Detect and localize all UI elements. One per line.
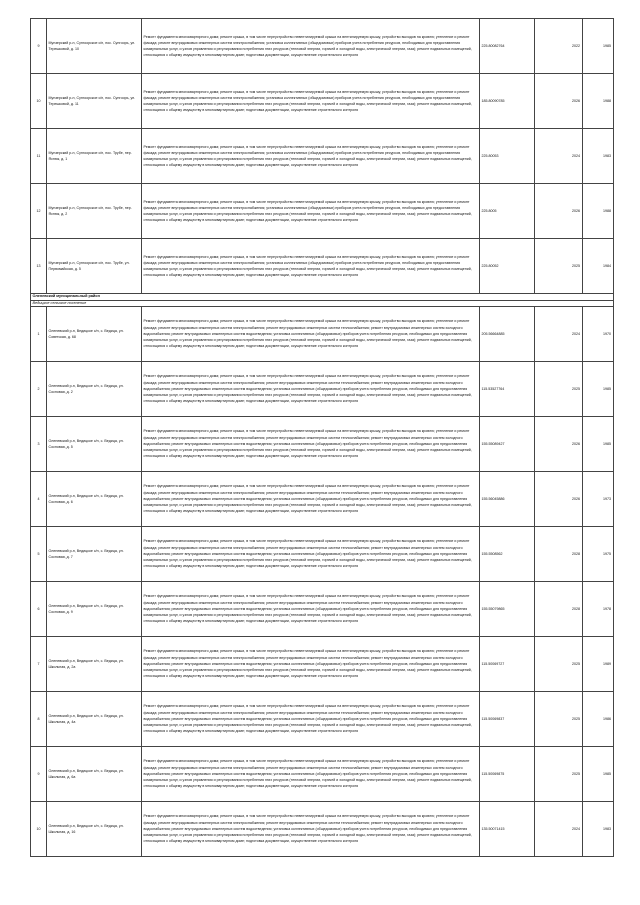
build-year: 1985: [583, 362, 614, 417]
works-description: Ремонт фундамента многоквартирного дома; ремонт крыши, в том числе переустройство невентилируемой крыши на вентилируемую крышу, устройство выходов на кровлю; утепление и ремонт фасада; ремонт внутридомовых инженерных систем электроснабжения; ремонт внутридомовых инженерных систем теплоснабжения; ремонт внутридомовых инженерных систем холодного водоснабжения; ремонт внутридомовых инженерных систем водоотведения; установка коллективных (общедомовых) приборов учета потребления ресурсов, необходимых для предоставления коммунальных услуг, и узлов управления и регулирования потребления этих ресурсов (тепловой энергии, горячей и холодной воды, электрической энергии, газа); ремонт подвальных помещений, относящихся к общему имуществу в многоквартирном доме; подготовка документации, осуществление строительного контроля: [142, 362, 480, 417]
plan-year: 2025: [535, 637, 583, 692]
plan-year: 2026: [535, 472, 583, 527]
build-year: 1989: [583, 637, 614, 692]
cost-value: 115.50069875: [480, 747, 535, 802]
works-description: Ремонт фундамента многоквартирного дома; ремонт крыши, в том числе переустройство невентилируемой крыши на вентилируемую крышу, устройство выходов на кровлю; утепление и ремонт фасада; ремонт внутридомовых инженерных систем электроснабжения; ремонт внутридомовых инженерных систем теплоснабжения; ремонт внутридомовых инженерных систем холодного водоснабжения; ремонт внутридомовых инженерных систем водоотведения; установка коллективных (общедомовых) приборов учета потребления ресурсов, необходимых для предоставления коммунальных услуг, и узлов управления и регулирования потребления этих ресурсов (тепловой энергии, горячей и холодной воды, электрической энергии, газа); ремонт подвальных помещений, относящихся к общему имуществу в многоквартирном доме; подготовка документации, осуществление строительного контроля: [142, 747, 480, 802]
cost-value: 115.53527764: [480, 362, 535, 417]
table-body: [31, 19, 614, 857]
build-year: 1983: [583, 802, 614, 857]
row-number: 6: [31, 582, 47, 637]
works-description: Ремонт фундамента многоквартирного дома; ремонт крыши, в том числе переустройство невентилируемой крыши на вентилируемую крышу, устройство выходов на кровлю; утепление и ремонт фасада; ремонт внутридомовых инженерных систем электроснабжения; установка коллективных (общедомовых) приборов учета потребления ресурсов, необходимых для предоставления коммунальных услуг, и узлов управления и регулирования потребления этих ресурсов (тепловой энергии, горячей и холодной воды, электрической энергии, газа); ремонт подвальных помещений, относящихся к общему имуществу в многоквартирном доме; подготовка документации, осуществление строительного контроля: [142, 129, 480, 184]
cost-value: 185.80090785: [480, 74, 535, 129]
plan-year: 2028: [535, 582, 583, 637]
build-year: 1978: [583, 582, 614, 637]
row-number: 10: [31, 802, 47, 857]
house-address: Оленевский р-н, Ведицкое с/п, с. Ведица, ул. Школьная, д. 2а: [47, 637, 142, 692]
works-description: Ремонт фундамента многоквартирного дома; ремонт крыши, в том числе переустройство невентилируемой крыши на вентилируемую крышу, устройство выходов на кровлю; утепление и ремонт фасада; ремонт внутридомовых инженерных систем электроснабжения; установка коллективных (общедомовых) приборов учета потребления ресурсов, необходимых для предоставления коммунальных услуг, и узлов управления и регулирования потребления этих ресурсов (тепловой энергии, горячей и холодной воды, электрической энергии, газа); ремонт подвальных помещений, относящихся к общему имуществу в многоквартирном доме; подготовка документации, осуществление строительного контроля: [142, 19, 480, 74]
works-description: Ремонт фундамента многоквартирного дома; ремонт крыши, в том числе переустройство невентилируемой крыши на вентилируемую крышу, устройство выходов на кровлю; утепление и ремонт фасада; ремонт внутридомовых инженерных систем электроснабжения; установка коллективных (общедомовых) приборов учета потребления ресурсов, необходимых для предоставления коммунальных услуг, и узлов управления и регулирования потребления этих ресурсов (тепловой энергии, горячей и холодной воды, электрической энергии, газа); ремонт подвальных помещений, относящихся к общему имуществу в многоквартирном доме; подготовка документации, осуществление строительного контроля: [142, 74, 480, 129]
table-row: [31, 692, 614, 747]
row-number: 10: [31, 74, 47, 129]
build-year: 1973: [583, 472, 614, 527]
table-row: [31, 239, 614, 294]
works-description: Ремонт фундамента многоквартирного дома; ремонт крыши, в том числе переустройство невентилируемой крыши на вентилируемую крышу, устройство выходов на кровлю; утепление и ремонт фасада; ремонт внутридомовых инженерных систем электроснабжения; установка коллективных (общедомовых) приборов учета потребления ресурсов, необходимых для предоставления коммунальных услуг, и узлов управления и регулирования потребления этих ресурсов (тепловой энергии, горячей и холодной воды, электрической энергии, газа); ремонт подвальных помещений, относящихся к общему имуществу в многоквартирном доме; подготовка документации, осуществление строительного контроля: [142, 184, 480, 239]
table-row: [31, 472, 614, 527]
table-row: [31, 637, 614, 692]
table-row: [31, 802, 614, 857]
house-address: Мунзерский р-н, Сунгоорское с/п, пос. Трубе, пер. Яснюк, д. 1: [47, 129, 142, 184]
row-number: 9: [31, 747, 47, 802]
plan-year: 2025: [535, 362, 583, 417]
house-address: Мунзерский р-н, Сунгоорское с/п, пос. Трубе, ул. Первомайская, д. 5: [47, 239, 142, 294]
row-number: 13: [31, 239, 47, 294]
cost-value: 225.80082764: [480, 19, 535, 74]
house-address: Оленевский р-н, Ведицкое с/п, с. Ведица, ул. Сосновая, д. 5: [47, 417, 142, 472]
cost-value: 225.80052: [480, 239, 535, 294]
table-row: [31, 19, 614, 74]
plan-year: 2026: [535, 74, 583, 129]
plan-year: 2026: [535, 417, 583, 472]
cost-value: 205.56664885: [480, 307, 535, 362]
table-row: [31, 184, 614, 239]
house-address: Мунзерский р-н, Сунгоорское с/п, пос. Сунгоорь, ул. Терешковой, д. 11: [47, 74, 142, 129]
plan-year: 2028: [535, 527, 583, 582]
works-description: Ремонт фундамента многоквартирного дома; ремонт крыши, в том числе переустройство невентилируемой крыши на вентилируемую крышу, устройство выходов на кровлю; утепление и ремонт фасада; ремонт внутридомовых инженерных систем электроснабжения; ремонт внутридомовых инженерных систем теплоснабжения; ремонт внутридомовых инженерных систем холодного водоснабжения; ремонт внутридомовых инженерных систем водоотведения; установка коллективных (общедомовых) приборов учета потребления ресурсов, необходимых для предоставления коммунальных услуг, и узлов управления и регулирования потребления этих ресурсов (тепловой энергии, горячей и холодной воды, электрической энергии, газа); ремонт подвальных помещений, относящихся к общему имуществу в многоквартирном доме; подготовка документации, осуществление строительного контроля: [142, 802, 480, 857]
table-row: [31, 747, 614, 802]
repair-program-table: [30, 18, 614, 857]
house-address: Мунзерский р-н, Сунгоорское с/п, пос. Трубе, пер. Яснюк, д. 2: [47, 184, 142, 239]
table-row: [31, 362, 614, 417]
plan-year: 2025: [535, 239, 583, 294]
build-year: 1985: [583, 417, 614, 472]
table-row: [31, 417, 614, 472]
table-row: [31, 527, 614, 582]
cost-value: 155.5508562: [480, 527, 535, 582]
table-row: [31, 582, 614, 637]
row-number: 1: [31, 307, 47, 362]
build-year: 1970: [583, 307, 614, 362]
house-address: Оленевский р-н, Ведицкое с/п, с. Ведица, ул. Школьная, д. 16: [47, 802, 142, 857]
house-address: Мунзерский р-н, Сунгоорское с/п, пос. Сунгоорь, ул. Терешковой, д. 10: [47, 19, 142, 74]
table-row: [31, 307, 614, 362]
works-description: Ремонт фундамента многоквартирного дома; ремонт крыши, в том числе переустройство невентилируемой крыши на вентилируемую крышу, устройство выходов на кровлю; утепление и ремонт фасада; ремонт внутридомовых инженерных систем электроснабжения; ремонт внутридомовых инженерных систем теплоснабжения; ремонт внутридомовых инженерных систем холодного водоснабжения; ремонт внутридомовых инженерных систем водоотведения; установка коллективных (общедомовых) приборов учета потребления ресурсов, необходимых для предоставления коммунальных услуг, и узлов управления и регулирования потребления этих ресурсов (тепловой энергии, горячей и холодной воды, электрической энергии, газа); ремонт подвальных помещений, относящихся к общему имуществу в многоквартирном доме; подготовка документации, осуществление строительного контроля: [142, 417, 480, 472]
build-year: 1984: [583, 239, 614, 294]
plan-year: 2024: [535, 129, 583, 184]
cost-value: 115.50069727: [480, 637, 535, 692]
cost-value: 225.8005: [480, 184, 535, 239]
house-address: Оленевский р-н, Ведицкое с/п, с. Ведица, ул. Советская, д. 68: [47, 307, 142, 362]
cost-value: 135.50071415: [480, 802, 535, 857]
row-number: 9: [31, 19, 47, 74]
works-description: Ремонт фундамента многоквартирного дома; ремонт крыши, в том числе переустройство невентилируемой крыши на вентилируемую крышу, устройство выходов на кровлю; утепление и ремонт фасада; ремонт внутридомовых инженерных систем электроснабжения; ремонт внутридомовых инженерных систем теплоснабжения; ремонт внутридомовых инженерных систем холодного водоснабжения; ремонт внутридомовых инженерных систем водоотведения; установка коллективных (общедомовых) приборов учета потребления ресурсов, необходимых для предоставления коммунальных услуг, и узлов управления и регулирования потребления этих ресурсов (тепловой энергии, горячей и холодной воды, электрической энергии, газа); ремонт подвальных помещений, относящихся к общему имуществу в многоквартирном доме; подготовка документации, осуществление строительного контроля: [142, 307, 480, 362]
row-number: 2: [31, 362, 47, 417]
house-address: Оленевский р-н, Ведицкое с/п, с. Ведица, ул. Сосновая, д. 9: [47, 582, 142, 637]
section-header: Оленевский муниципальный район: [31, 294, 614, 301]
works-description: Ремонт фундамента многоквартирного дома; ремонт крыши, в том числе переустройство невентилируемой крыши на вентилируемую крышу, устройство выходов на кровлю; утепление и ремонт фасада; ремонт внутридомовых инженерных систем электроснабжения; ремонт внутридомовых инженерных систем теплоснабжения; ремонт внутридомовых инженерных систем холодного водоснабжения; ремонт внутридомовых инженерных систем водоотведения; установка коллективных (общедомовых) приборов учета потребления ресурсов, необходимых для предоставления коммунальных услуг, и узлов управления и регулирования потребления этих ресурсов (тепловой энергии, горячей и холодной воды, электрической энергии, газа); ремонт подвальных помещений, относящихся к общему имуществу в многоквартирном доме; подготовка документации, осуществление строительного контроля: [142, 472, 480, 527]
table-row: [31, 74, 614, 129]
row-number: 7: [31, 637, 47, 692]
row-number: 4: [31, 472, 47, 527]
plan-year: 2024: [535, 307, 583, 362]
house-address: Оленевский р-н, Ведицкое с/п, с. Ведица, ул. Сосновая, д. 6: [47, 472, 142, 527]
house-address: Оленевский р-н, Ведицкое с/п, с. Ведица, ул. Сосновая, д. 2: [47, 362, 142, 417]
build-year: 1986: [583, 692, 614, 747]
works-description: Ремонт фундамента многоквартирного дома; ремонт крыши, в том числе переустройство невентилируемой крыши на вентилируемую крышу, устройство выходов на кровлю; утепление и ремонт фасада; ремонт внутридомовых инженерных систем электроснабжения; установка коллективных (общедомовых) приборов учета потребления ресурсов, необходимых для предоставления коммунальных услуг, и узлов управления и регулирования потребления этих ресурсов (тепловой энергии, горячей и холодной воды, электрической энергии, газа); ремонт подвальных помещений, относящихся к общему имуществу в многоквартирном доме; подготовка документации, осуществление строительного контроля: [142, 239, 480, 294]
row-number: 3: [31, 417, 47, 472]
build-year: 1988: [583, 74, 614, 129]
row-number: 5: [31, 527, 47, 582]
works-description: Ремонт фундамента многоквартирного дома; ремонт крыши, в том числе переустройство невентилируемой крыши на вентилируемую крышу, устройство выходов на кровлю; утепление и ремонт фасада; ремонт внутридомовых инженерных систем электроснабжения; ремонт внутридомовых инженерных систем теплоснабжения; ремонт внутридомовых инженерных систем холодного водоснабжения; ремонт внутридомовых инженерных систем водоотведения; установка коллективных (общедомовых) приборов учета потребления ресурсов, необходимых для предоставления коммунальных услуг, и узлов управления и регулирования потребления этих ресурсов (тепловой энергии, горячей и холодной воды, электрической энергии, газа); ремонт подвальных помещений, относящихся к общему имуществу в многоквартирном доме; подготовка документации, осуществление строительного контроля: [142, 692, 480, 747]
house-address: Оленевский р-н, Ведицкое с/п, с. Ведица, ул. Сосновая, д. 7: [47, 527, 142, 582]
house-address: Оленевский р-н, Ведицкое с/п, с. Ведица, ул. Школьная, д. 6а: [47, 747, 142, 802]
row-number: 12: [31, 184, 47, 239]
build-year: 1985: [583, 19, 614, 74]
row-number: 8: [31, 692, 47, 747]
plan-year: 2026: [535, 184, 583, 239]
plan-year: 2025: [535, 747, 583, 802]
subsection-header: Ведицкое сельское поселение: [31, 300, 614, 307]
cost-value: 155.55089427: [480, 417, 535, 472]
plan-year: 2022: [535, 19, 583, 74]
build-year: 1983: [583, 129, 614, 184]
cost-value: 155.55079865: [480, 582, 535, 637]
plan-year: 2025: [535, 692, 583, 747]
works-description: Ремонт фундамента многоквартирного дома; ремонт крыши, в том числе переустройство невентилируемой крыши на вентилируемую крышу, устройство выходов на кровлю; утепление и ремонт фасада; ремонт внутридомовых инженерных систем электроснабжения; ремонт внутридомовых инженерных систем теплоснабжения; ремонт внутридомовых инженерных систем холодного водоснабжения; ремонт внутридомовых инженерных систем водоотведения; установка коллективных (общедомовых) приборов учета потребления ресурсов, необходимых для предоставления коммунальных услуг, и узлов управления и регулирования потребления этих ресурсов (тепловой энергии, горячей и холодной воды, электрической энергии, газа); ремонт подвальных помещений, относящихся к общему имуществу в многоквартирном доме; подготовка документации, осуществление строительного контроля: [142, 527, 480, 582]
cost-value: 155.56045886: [480, 472, 535, 527]
cost-value: 225.80053: [480, 129, 535, 184]
works-description: Ремонт фундамента многоквартирного дома; ремонт крыши, в том числе переустройство невентилируемой крыши на вентилируемую крышу, устройство выходов на кровлю; утепление и ремонт фасада; ремонт внутридомовых инженерных систем электроснабжения; ремонт внутридомовых инженерных систем теплоснабжения; ремонт внутридомовых инженерных систем холодного водоснабжения; ремонт внутридомовых инженерных систем водоотведения; установка коллективных (общедомовых) приборов учета потребления ресурсов, необходимых для предоставления коммунальных услуг, и узлов управления и регулирования потребления этих ресурсов (тепловой энергии, горячей и холодной воды, электрической энергии, газа); ремонт подвальных помещений, относящихся к общему имуществу в многоквартирном доме; подготовка документации, осуществление строительного контроля: [142, 582, 480, 637]
plan-year: 2024: [535, 802, 583, 857]
build-year: 1985: [583, 747, 614, 802]
table-row: [31, 129, 614, 184]
house-address: Оленевский р-н, Ведицкое с/п, с. Ведица, ул. Школьная, д. 4а: [47, 692, 142, 747]
build-year: 1975: [583, 527, 614, 582]
cost-value: 115.50069837: [480, 692, 535, 747]
document-page: [30, 18, 613, 857]
works-description: Ремонт фундамента многоквартирного дома; ремонт крыши, в том числе переустройство невентилируемой крыши на вентилируемую крышу, устройство выходов на кровлю; утепление и ремонт фасада; ремонт внутридомовых инженерных систем электроснабжения; ремонт внутридомовых инженерных систем теплоснабжения; ремонт внутридомовых инженерных систем холодного водоснабжения; ремонт внутридомовых инженерных систем водоотведения; установка коллективных (общедомовых) приборов учета потребления ресурсов, необходимых для предоставления коммунальных услуг, и узлов управления и регулирования потребления этих ресурсов (тепловой энергии, горячей и холодной воды, электрической энергии, газа); ремонт подвальных помещений, относящихся к общему имуществу в многоквартирном доме; подготовка документации, осуществление строительного контроля: [142, 637, 480, 692]
build-year: 1988: [583, 184, 614, 239]
row-number: 11: [31, 129, 47, 184]
